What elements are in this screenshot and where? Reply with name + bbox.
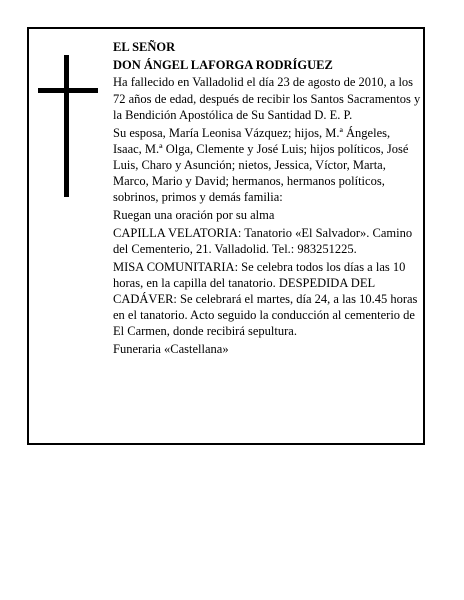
prayer-request: Ruegan una oración por su alma [113, 208, 275, 223]
funeral-home: Funeraria «Castellana» [113, 342, 229, 357]
deceased-name: DON ÁNGEL LAFORGA RODRÍGUEZ [113, 57, 333, 72]
death-announcement: Ha fallecido en Valladolid el día 23 de agosto de 2010, a los 72 años de edad, después de recibir los Santos Sacramentos y la Bendición Apostólica de Su Santidad D. E. P. [113, 75, 421, 122]
obituary-text [113, 39, 421, 359]
notice-title-honorific: EL SEÑOR [113, 40, 176, 54]
chapel-info: CAPILLA VELATORIA: Tanatorio «El Salvador». Camino del Cementerio, 21. Valladolid. Tel.: 983251225. [113, 225, 413, 256]
cross-horizontal-bar [38, 88, 98, 93]
family-list: Su esposa, María Leonisa Vázquez; hijos, M.ª Ángeles, Isaac, M.ª Olga, Clemente y José Luis; hijos políticos, José Luis, Charo y Asunción; nietos, Jessica, Víctor, Marta, Marco, Mario y David; hermanos, hermanos políticos, sobrinos, primos y demás familia: [113, 125, 409, 205]
latin-cross-icon [38, 55, 98, 197]
cross-vertical-bar [64, 55, 69, 197]
mass-and-burial-info: MISA COMUNITARIA: Se celebra todos los días a las 10 horas, en la capilla del tanatorio. DESPEDIDA DEL CADÁVER: Se celebrará el martes, día 24, a las 10.45 horas en el tanatorio. Acto seguido la conducción al cementerio de El Carmen, donde recibirá sepultura. [113, 259, 418, 339]
